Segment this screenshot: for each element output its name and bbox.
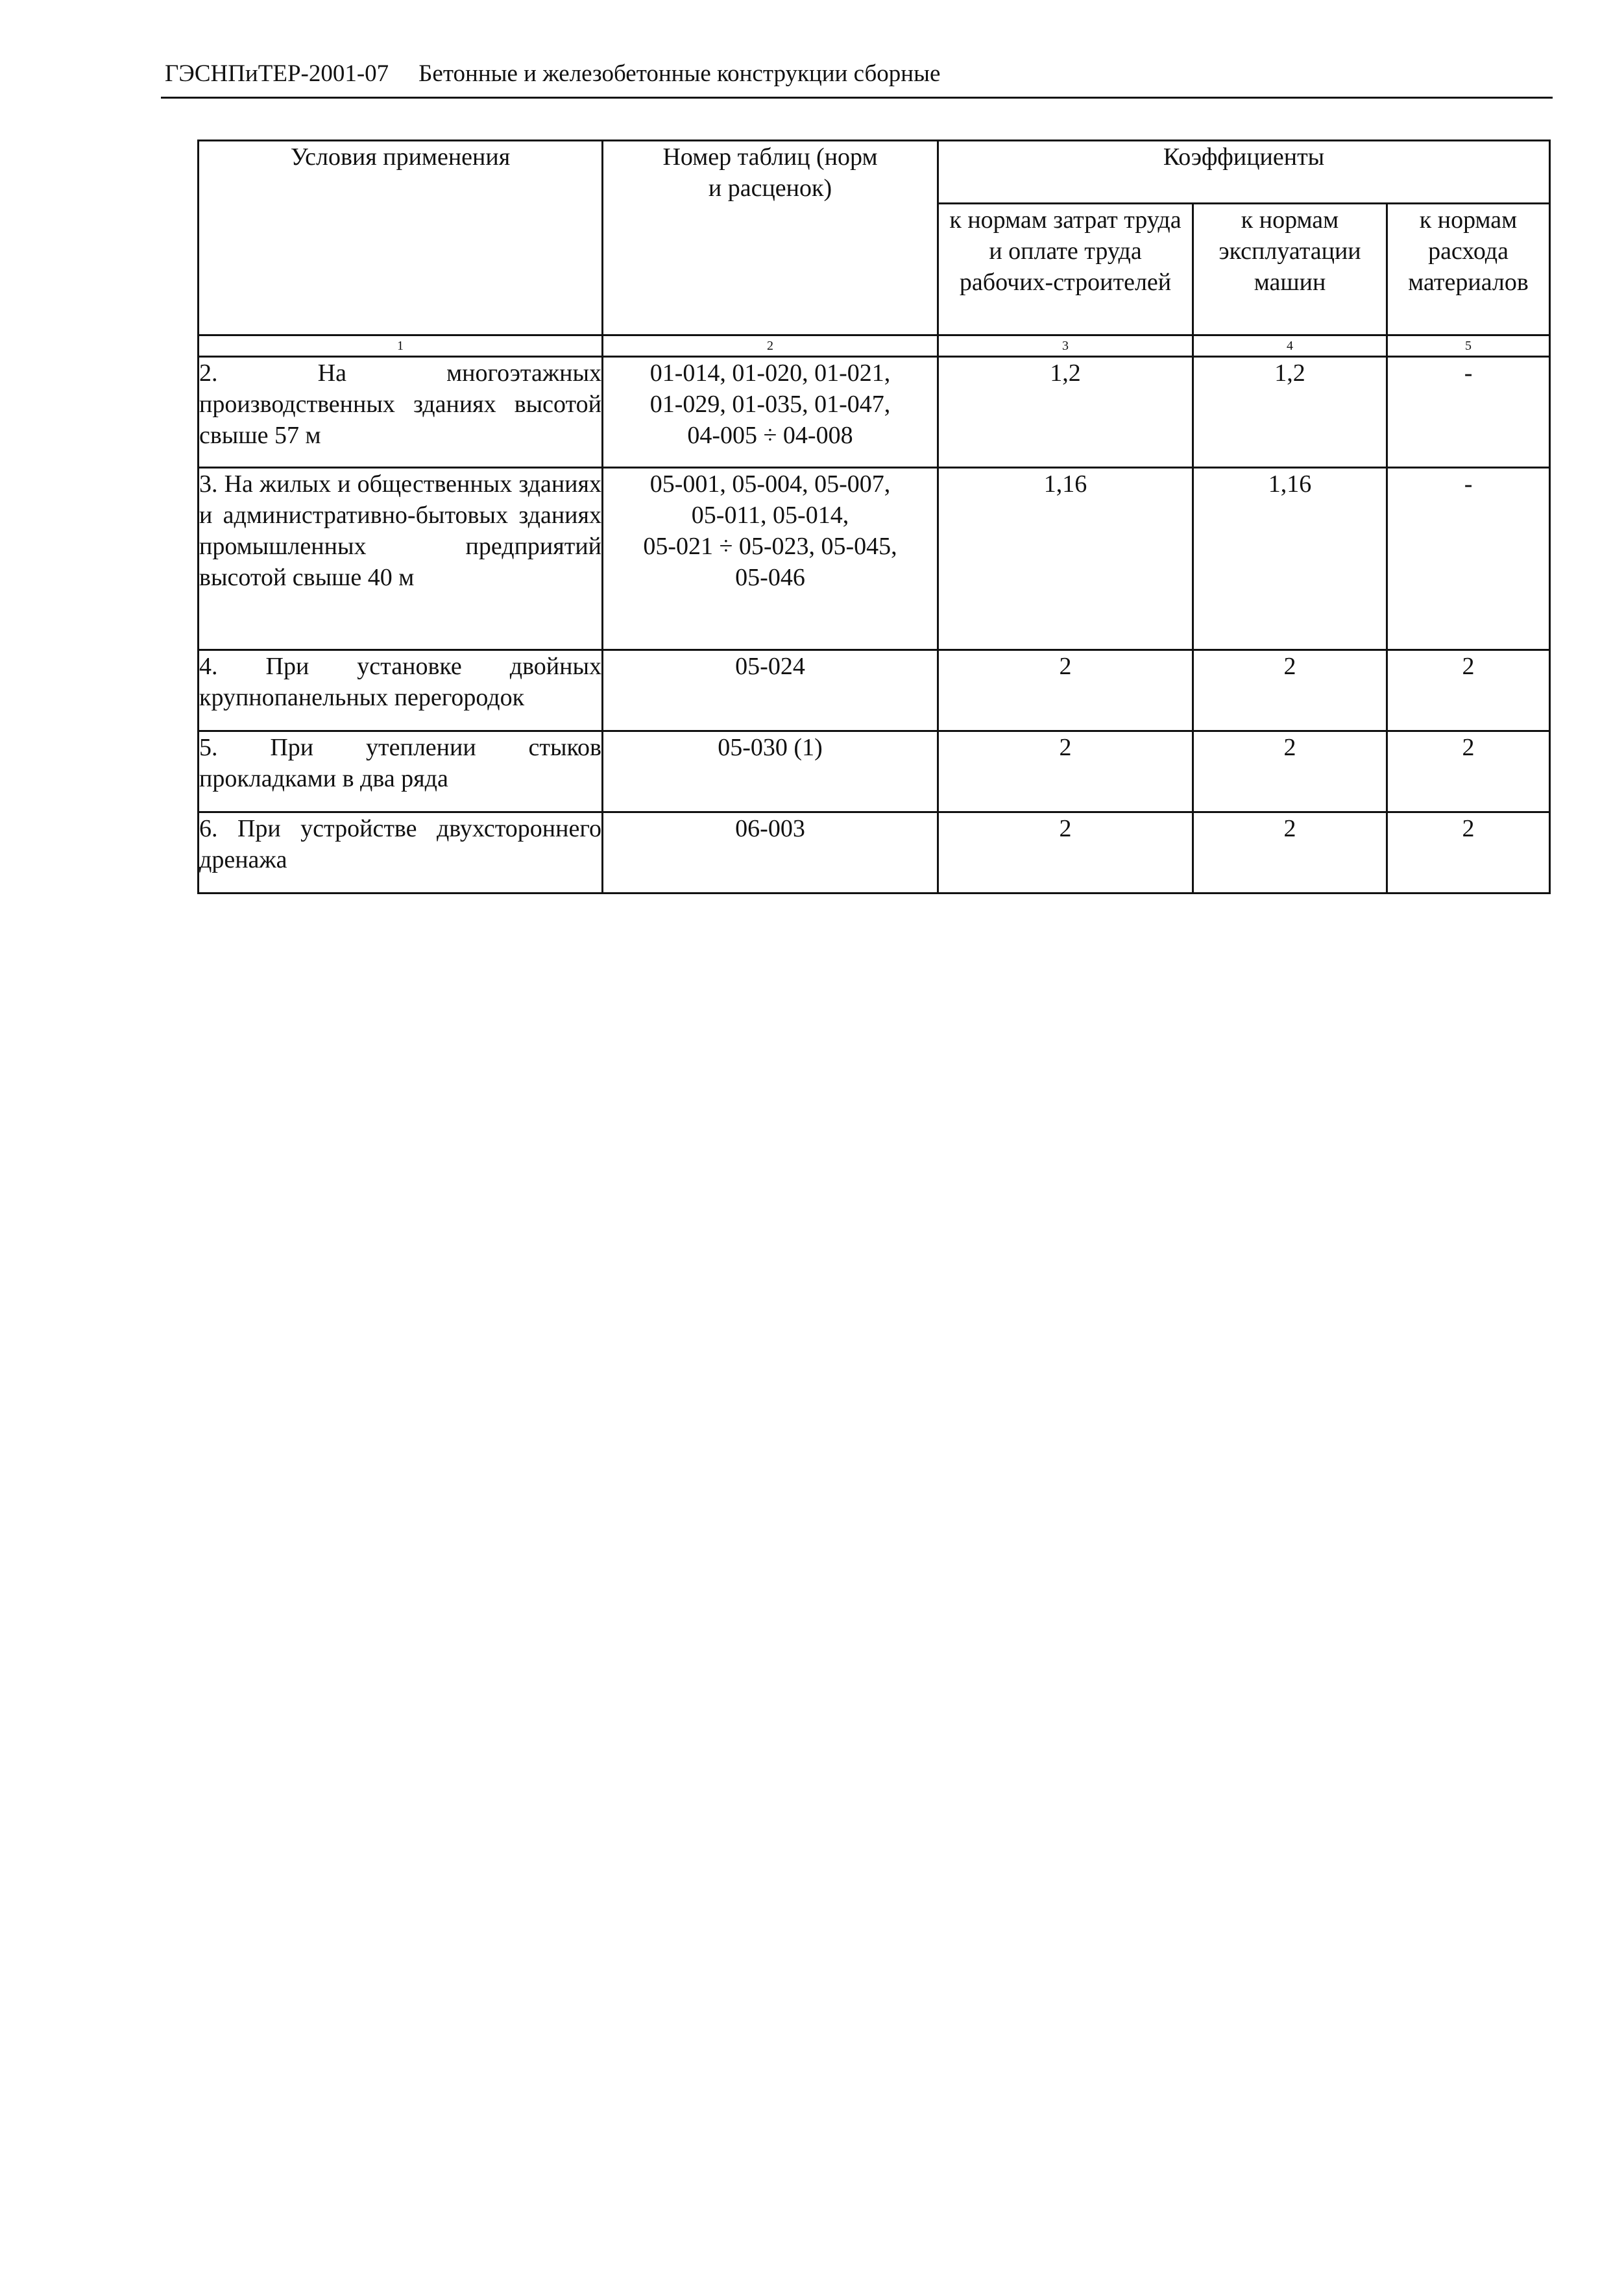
- machines-coef-cell: 2: [1193, 812, 1387, 894]
- header-materials: к нормам расхода материалов: [1387, 204, 1550, 335]
- labor-coef-cell: 2: [938, 731, 1193, 812]
- condition-cell: 5. При утеплении стыков прокладками в два ряда: [199, 731, 603, 812]
- column-number: 4: [1193, 335, 1387, 357]
- table-numbers-cell: [603, 731, 938, 812]
- machines-coef-cell: 1,16: [1193, 468, 1387, 650]
- header-machines: к нормам эксплуатации машин: [1193, 204, 1387, 335]
- column-number: 3: [938, 335, 1193, 357]
- header-table-numbers-text: Номер таблиц (норм и расценок): [662, 143, 878, 202]
- page-header: [165, 60, 940, 88]
- labor-coef-cell: 2: [938, 650, 1193, 731]
- table-number-line: 06-003: [735, 815, 805, 842]
- condition-cell: 3. На жилых и общественных зданиях и административно-бытовых зданиях промышленных предприятий высотой свыше 40 м: [199, 468, 603, 650]
- machines-coef-cell: 2: [1193, 731, 1387, 812]
- header-rule: [161, 97, 1553, 99]
- table-numbers-cell: [603, 468, 938, 650]
- header-labor-text: к нормам затрат труда и оплате труда рабочих-строителей: [949, 206, 1182, 296]
- table-number-line: 01-029, 01-035, 01-047,: [649, 391, 891, 418]
- table-header-row: [199, 141, 1550, 204]
- table-number-line: 05-024: [735, 653, 805, 680]
- labor-coef-cell: 1,16: [938, 468, 1193, 650]
- table-row: [199, 357, 1550, 468]
- materials-coef-cell: 2: [1387, 650, 1550, 731]
- labor-coef-cell: 2: [938, 812, 1193, 894]
- materials-coef-cell: 2: [1387, 731, 1550, 812]
- condition-cell: 2. На многоэтажных производственных зданиях высотой свыше 57 м: [199, 357, 603, 468]
- table-row: [199, 468, 1550, 650]
- table-row: [199, 731, 1550, 812]
- table-numbers-cell: [603, 812, 938, 894]
- condition-cell: 4. При установке двойных крупнопанельных перегородок: [199, 650, 603, 731]
- table-number-line: 05-046: [735, 564, 805, 591]
- condition-cell: 6. При устройстве двухстороннего дренажа: [199, 812, 603, 894]
- table-row: [199, 812, 1550, 894]
- materials-coef-cell: -: [1387, 357, 1550, 468]
- document-title: Бетонные и железобетонные конструкции сборные: [418, 60, 941, 87]
- document-code: ГЭСНПиТЕР-2001-07: [165, 60, 389, 87]
- coefficients-table: [197, 140, 1551, 894]
- header-table-numbers: [603, 141, 938, 335]
- table-number-line: 05-011, 05-014,: [691, 502, 849, 529]
- machines-coef-cell: 1,2: [1193, 357, 1387, 468]
- table-numbers-cell: [603, 650, 938, 731]
- table-row: [199, 650, 1550, 731]
- table-number-line: 05-001, 05-004, 05-007,: [649, 470, 891, 498]
- machines-coef-cell: 2: [1193, 650, 1387, 731]
- materials-coef-cell: -: [1387, 468, 1550, 650]
- table-number-line: 05-021 ÷ 05-023, 05-045,: [643, 533, 897, 560]
- column-number: 5: [1387, 335, 1550, 357]
- column-number-row: [199, 335, 1550, 357]
- column-number: 2: [603, 335, 938, 357]
- table-number-line: 01-014, 01-020, 01-021,: [649, 359, 891, 387]
- header-conditions: Условия применения: [199, 141, 603, 335]
- table-number-line: 05-030 (1): [718, 734, 823, 761]
- column-number: 1: [199, 335, 603, 357]
- labor-coef-cell: 1,2: [938, 357, 1193, 468]
- materials-coef-cell: 2: [1387, 812, 1550, 894]
- table-number-line: 04-005 ÷ 04-008: [687, 422, 853, 449]
- table-numbers-cell: [603, 357, 938, 468]
- header-labor: [938, 204, 1193, 335]
- header-coefficients: Коэффициенты: [938, 141, 1550, 204]
